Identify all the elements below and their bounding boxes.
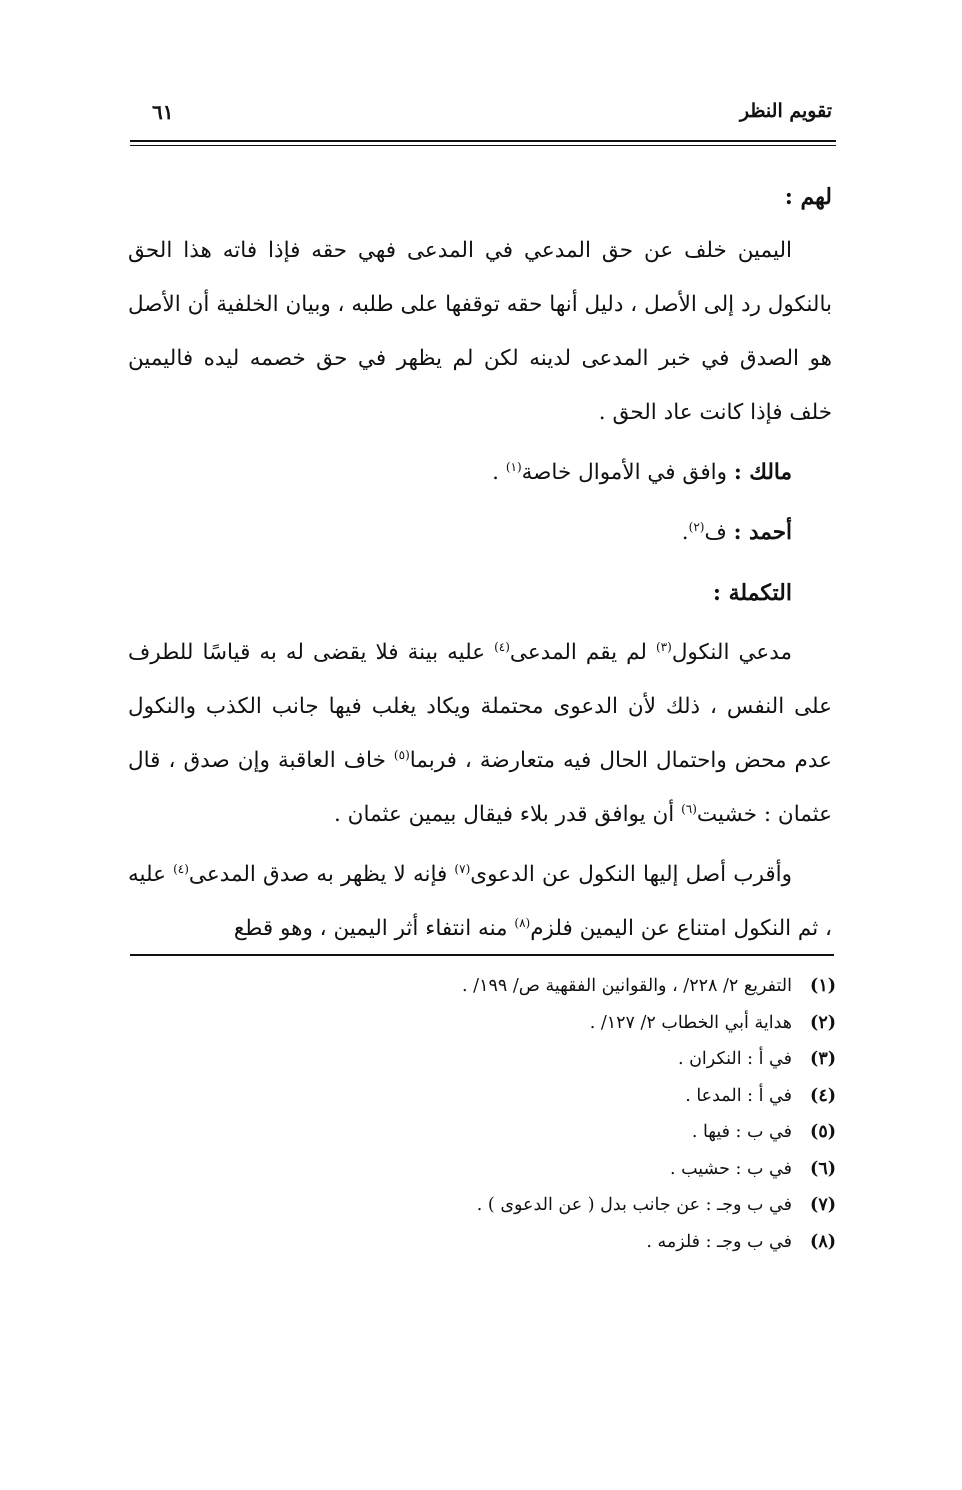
ahmad-text: ف [704, 520, 734, 545]
para2-part-d: خاف العاقبة وإن صدق ، قال عثمان : خشيت [128, 748, 832, 827]
footnote-ref-3: (٣) [655, 639, 672, 654]
para3-part-d: منه انتفاء أثر اليمين ، وهو قطع [233, 916, 515, 941]
footnote-number: (٦) [810, 1158, 836, 1179]
footnote-ref-6: (٦) [681, 801, 697, 816]
malik-label: مالك : [733, 460, 792, 485]
footnote-ref-1: (١) [505, 459, 522, 474]
footnote-number: (٥) [810, 1122, 836, 1142]
main-text [128, 170, 832, 956]
para2-part-b: لم يقم المدعى [509, 640, 656, 665]
paragraph-2 [128, 626, 832, 842]
footnote-ref-2: (٢) [688, 519, 705, 534]
malik-line [128, 446, 832, 500]
malik-text: وافق في الأموال خاصة [521, 460, 734, 485]
footnote-text: في أ : النكران . [677, 1049, 792, 1069]
para2-part-c: عليه بينة فلا يقضى له به قياسًا للطرف على النفس ، ذلك لأن الدعوى محتملة ويكاد يغلب فيها جانب الكذب والنكول عدم محض واحتمال الحال فيه متعارضة ، فربما [128, 640, 832, 773]
footnote-ref-4: (٤) [494, 639, 510, 654]
footnote-ref-8: (٨) [514, 915, 531, 930]
header-divider [130, 140, 836, 146]
footnote-item [128, 1041, 836, 1078]
footnote-number: (٧) [810, 1195, 836, 1215]
heading-takmila: التكملة : [712, 580, 792, 606]
paragraph-1: اليمين خلف عن حق المدعي في المدعى فهي حقه فإذا فاته هذا الحق بالنكول رد إلى الأصل ، دليل أنها حقه توقفها على طلبه ، وبيان الخلفية أن الأصل هو الصدق في خبر المدعى لدينه لكن لم يظهر في حق خصمه ليده فاليمين خلف فإذا كانت عاد الحق . [128, 238, 832, 425]
para3-part-b: فإنه لا يظهر به صدق المدعى [188, 862, 455, 887]
malik-end: . [492, 460, 506, 485]
footnote-number: (٨) [810, 1231, 836, 1252]
para3-part-a: وأقرب أصل إليها النكول عن الدعوى [470, 862, 792, 887]
footnote-text: التفريع ٢/ ٢٢٨/ ، والقوانين الفقهية ص/ ١٩٩/ . [462, 976, 792, 996]
page-number: ٦١ [152, 100, 174, 124]
para3-part-c: عليه ، ثم النكول امتناع عن اليمين فلزم [128, 862, 832, 941]
footnote-ref-5: (٥) [393, 747, 410, 762]
para2-part-a: مدعي النكول [671, 640, 792, 665]
footnote-ref-4b: (٤) [173, 861, 189, 876]
footnote-number: (٣) [810, 1049, 836, 1069]
footnote-item [128, 968, 836, 1005]
footnote-item [128, 1224, 836, 1261]
footnote-item [128, 1114, 836, 1151]
footnote-ref-7: (٧) [454, 861, 471, 876]
ahmad-line [128, 506, 832, 560]
footnote-text: هداية أبي الخطاب ٢/ ١٢٧/ . [589, 1012, 792, 1033]
footnote-item [128, 1005, 836, 1042]
footnote-text: في ب وجـ : عن جانب بدل ( عن الدعوى ) . [476, 1195, 792, 1215]
footnotes-list [128, 968, 836, 1260]
footnote-divider [130, 954, 834, 956]
footnote-number: (٢) [810, 1012, 836, 1033]
page-header [130, 96, 832, 136]
ahmad-label: أحمد : [733, 520, 792, 545]
footnote-text: في أ : المدعا . [685, 1085, 792, 1106]
footnote-number: (١) [810, 976, 836, 996]
footnote-text: في ب وجـ : فلزمه . [646, 1231, 792, 1252]
footnote-item [128, 1078, 836, 1115]
para2-part-e: أن يوافق قدر بلاء فيقال بيمين عثمان . [334, 802, 682, 827]
footnote-item [128, 1187, 836, 1224]
footnote-text: في ب : حشيب . [669, 1158, 792, 1179]
footnote-text: في ب : فيها . [691, 1122, 792, 1142]
running-title: تقويم النظر [739, 100, 832, 122]
footnote-number: (٤) [810, 1085, 836, 1106]
paragraph-3 [128, 848, 832, 956]
footnote-item [128, 1151, 836, 1188]
ahmad-end: . [681, 520, 689, 545]
heading-lahum: لهم : [784, 184, 832, 210]
